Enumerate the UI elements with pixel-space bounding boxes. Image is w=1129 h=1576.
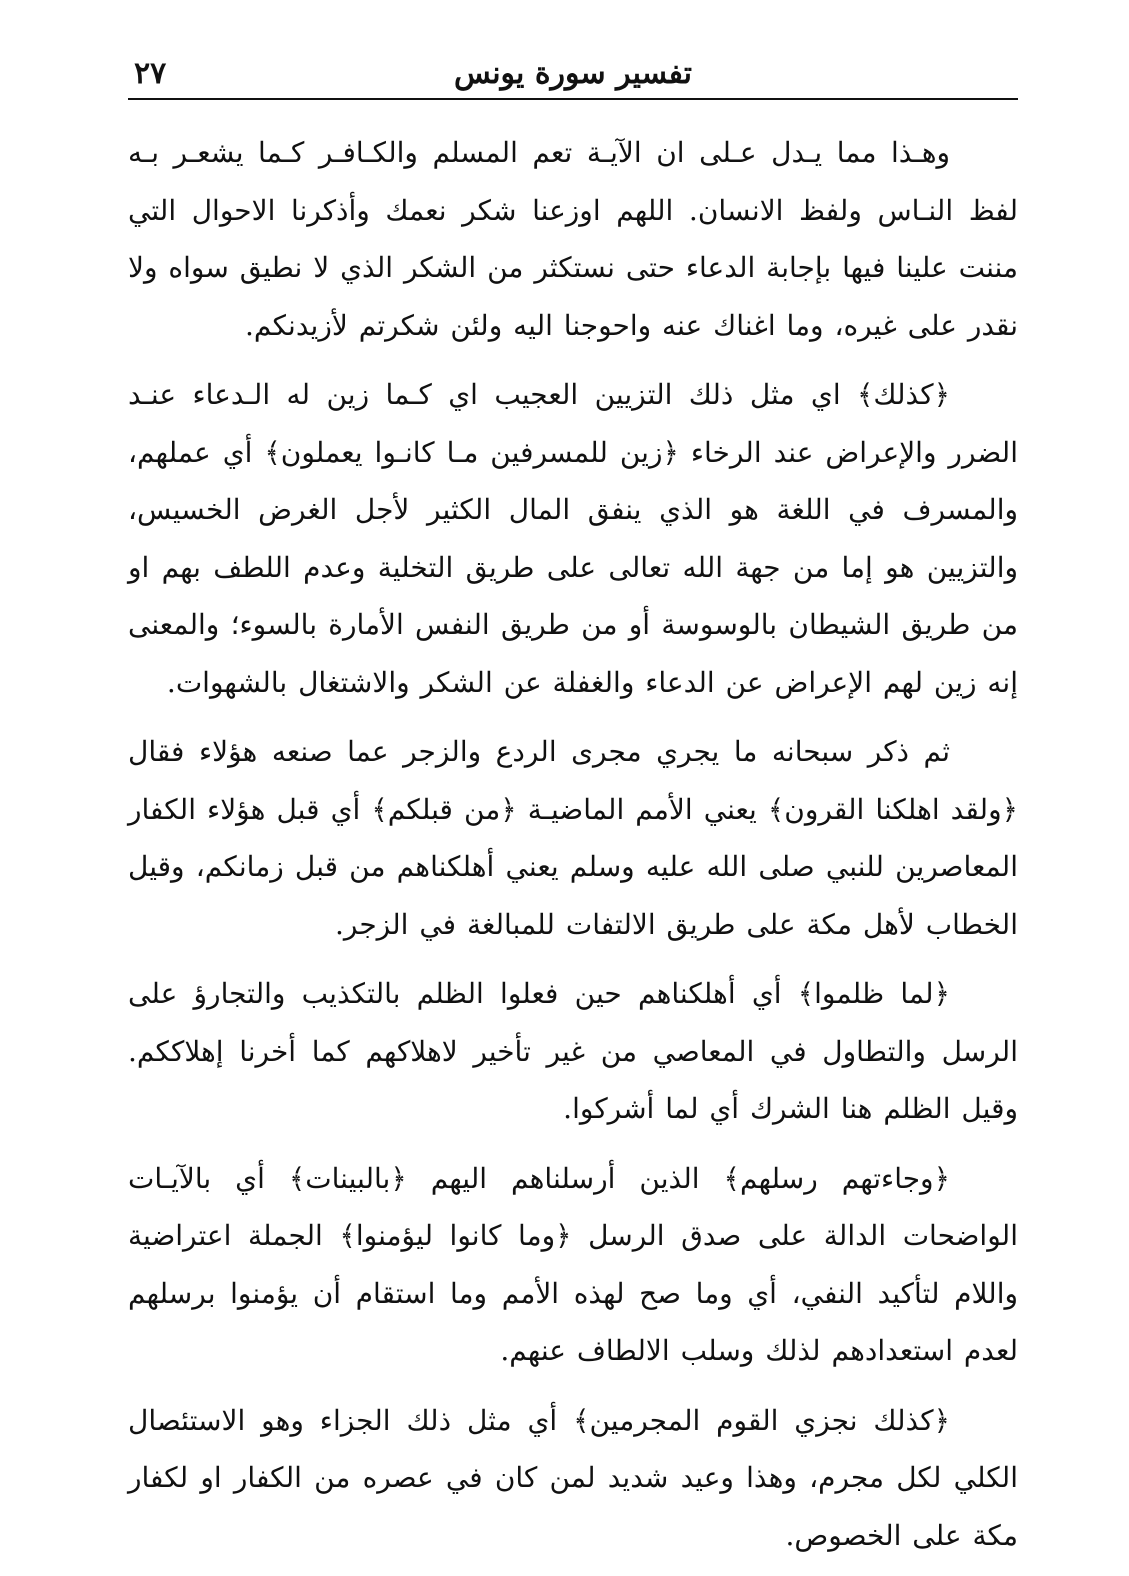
header-title: تفسير سورة يونس <box>453 56 693 91</box>
paragraph-5: ﴿وجاءتهم رسلهم﴾ الذين أرسلناهم اليهم ﴿بالبينات﴾ أي بالآيـات الواضحات الدالة على صدق الرسل ﴿وما كانوا ليؤمنوا﴾ الجملة اعتراضية واللام لتأكيد النفي، أي وما صح لهذه الأمم وما استقام أن يؤمنوا برسلهم لعدم استعدادهم لذلك وسلب الالطاف عنهم. <box>128 1161 1018 1367</box>
paragraph-6: ﴿كذلك نجزي القوم المجرمين﴾ أي مثل ذلك الجزاء وهو الاستئصال الكلي لكل مجرم، وهذا وعيد شديد لمن كان في عصره من الكفار او لكفار مكة على الخصوص. <box>128 1403 1018 1552</box>
page-number: ٢٧ <box>134 56 167 91</box>
body-text <box>128 124 1018 1564</box>
paragraph-2: ﴿كذلك﴾ اي مثل ذلك التزيين العجيب اي كـما زين له الـدعاء عنـد الضرر والإعراض عند الرخاء ﴿زين للمسرفين مـا كانـوا يعملون﴾ أي عملهم، والمسرف في اللغة هو الذي ينفق المال الكثير لأجل الغرض الخسيس، والتزيين هو إما من جهة الله تعالى على طريق التخلية وعدم اللطف بهم او من طريق الشيطان بالوسوسة أو من طريق النفس الأمارة بالسوء؛ والمعنى إنه زين لهم الإعراض عن الدعاء والغفلة عن الشكر والاشتغال بالشهوات. <box>128 378 1018 699</box>
running-header <box>128 52 1018 100</box>
paragraph-3: ثم ذكر سبحانه ما يجري مجرى الردع والزجر عما صنعه هؤلاء فقال ﴿ولقد اهلكنا القرون﴾ يعني الأمم الماضيـة ﴿من قبلكم﴾ أي قبل هؤلاء الكفار المعاصرين للنبي صلى الله عليه وسلم يعني أهلكناهم من قبل زمانكم، وقيل الخطاب لأهل مكة على طريق الالتفات للمبالغة في الزجر. <box>128 735 1018 941</box>
paragraph-4: ﴿لما ظلموا﴾ أي أهلكناهم حين فعلوا الظلم بالتكذيب والتجارؤ على الرسل والتطاول في المعاصي من غير تأخير لاهلاكهم كما أخرنا إهلاككم. وقيل الظلم هنا الشرك أي لما أشركوا. <box>128 977 1018 1125</box>
paragraph-1: وهـذا مما يـدل عـلى ان الآيـة تعم المسلم والكـافـر كـما يشعـر بـه لفظ النـاس ولفظ الانسان. اللهم اوزعنا شكر نعمك وأذكرنا الاحوال التي مننت علينا فيها بإجابة الدعاء حتى نستكثر من الشكر الذي لا نطيق سواه ولا نقدر على غيره، وما اغناك عنه واحوجنا اليه ولئن شكرتم لأزيدنكم. <box>128 136 1018 342</box>
